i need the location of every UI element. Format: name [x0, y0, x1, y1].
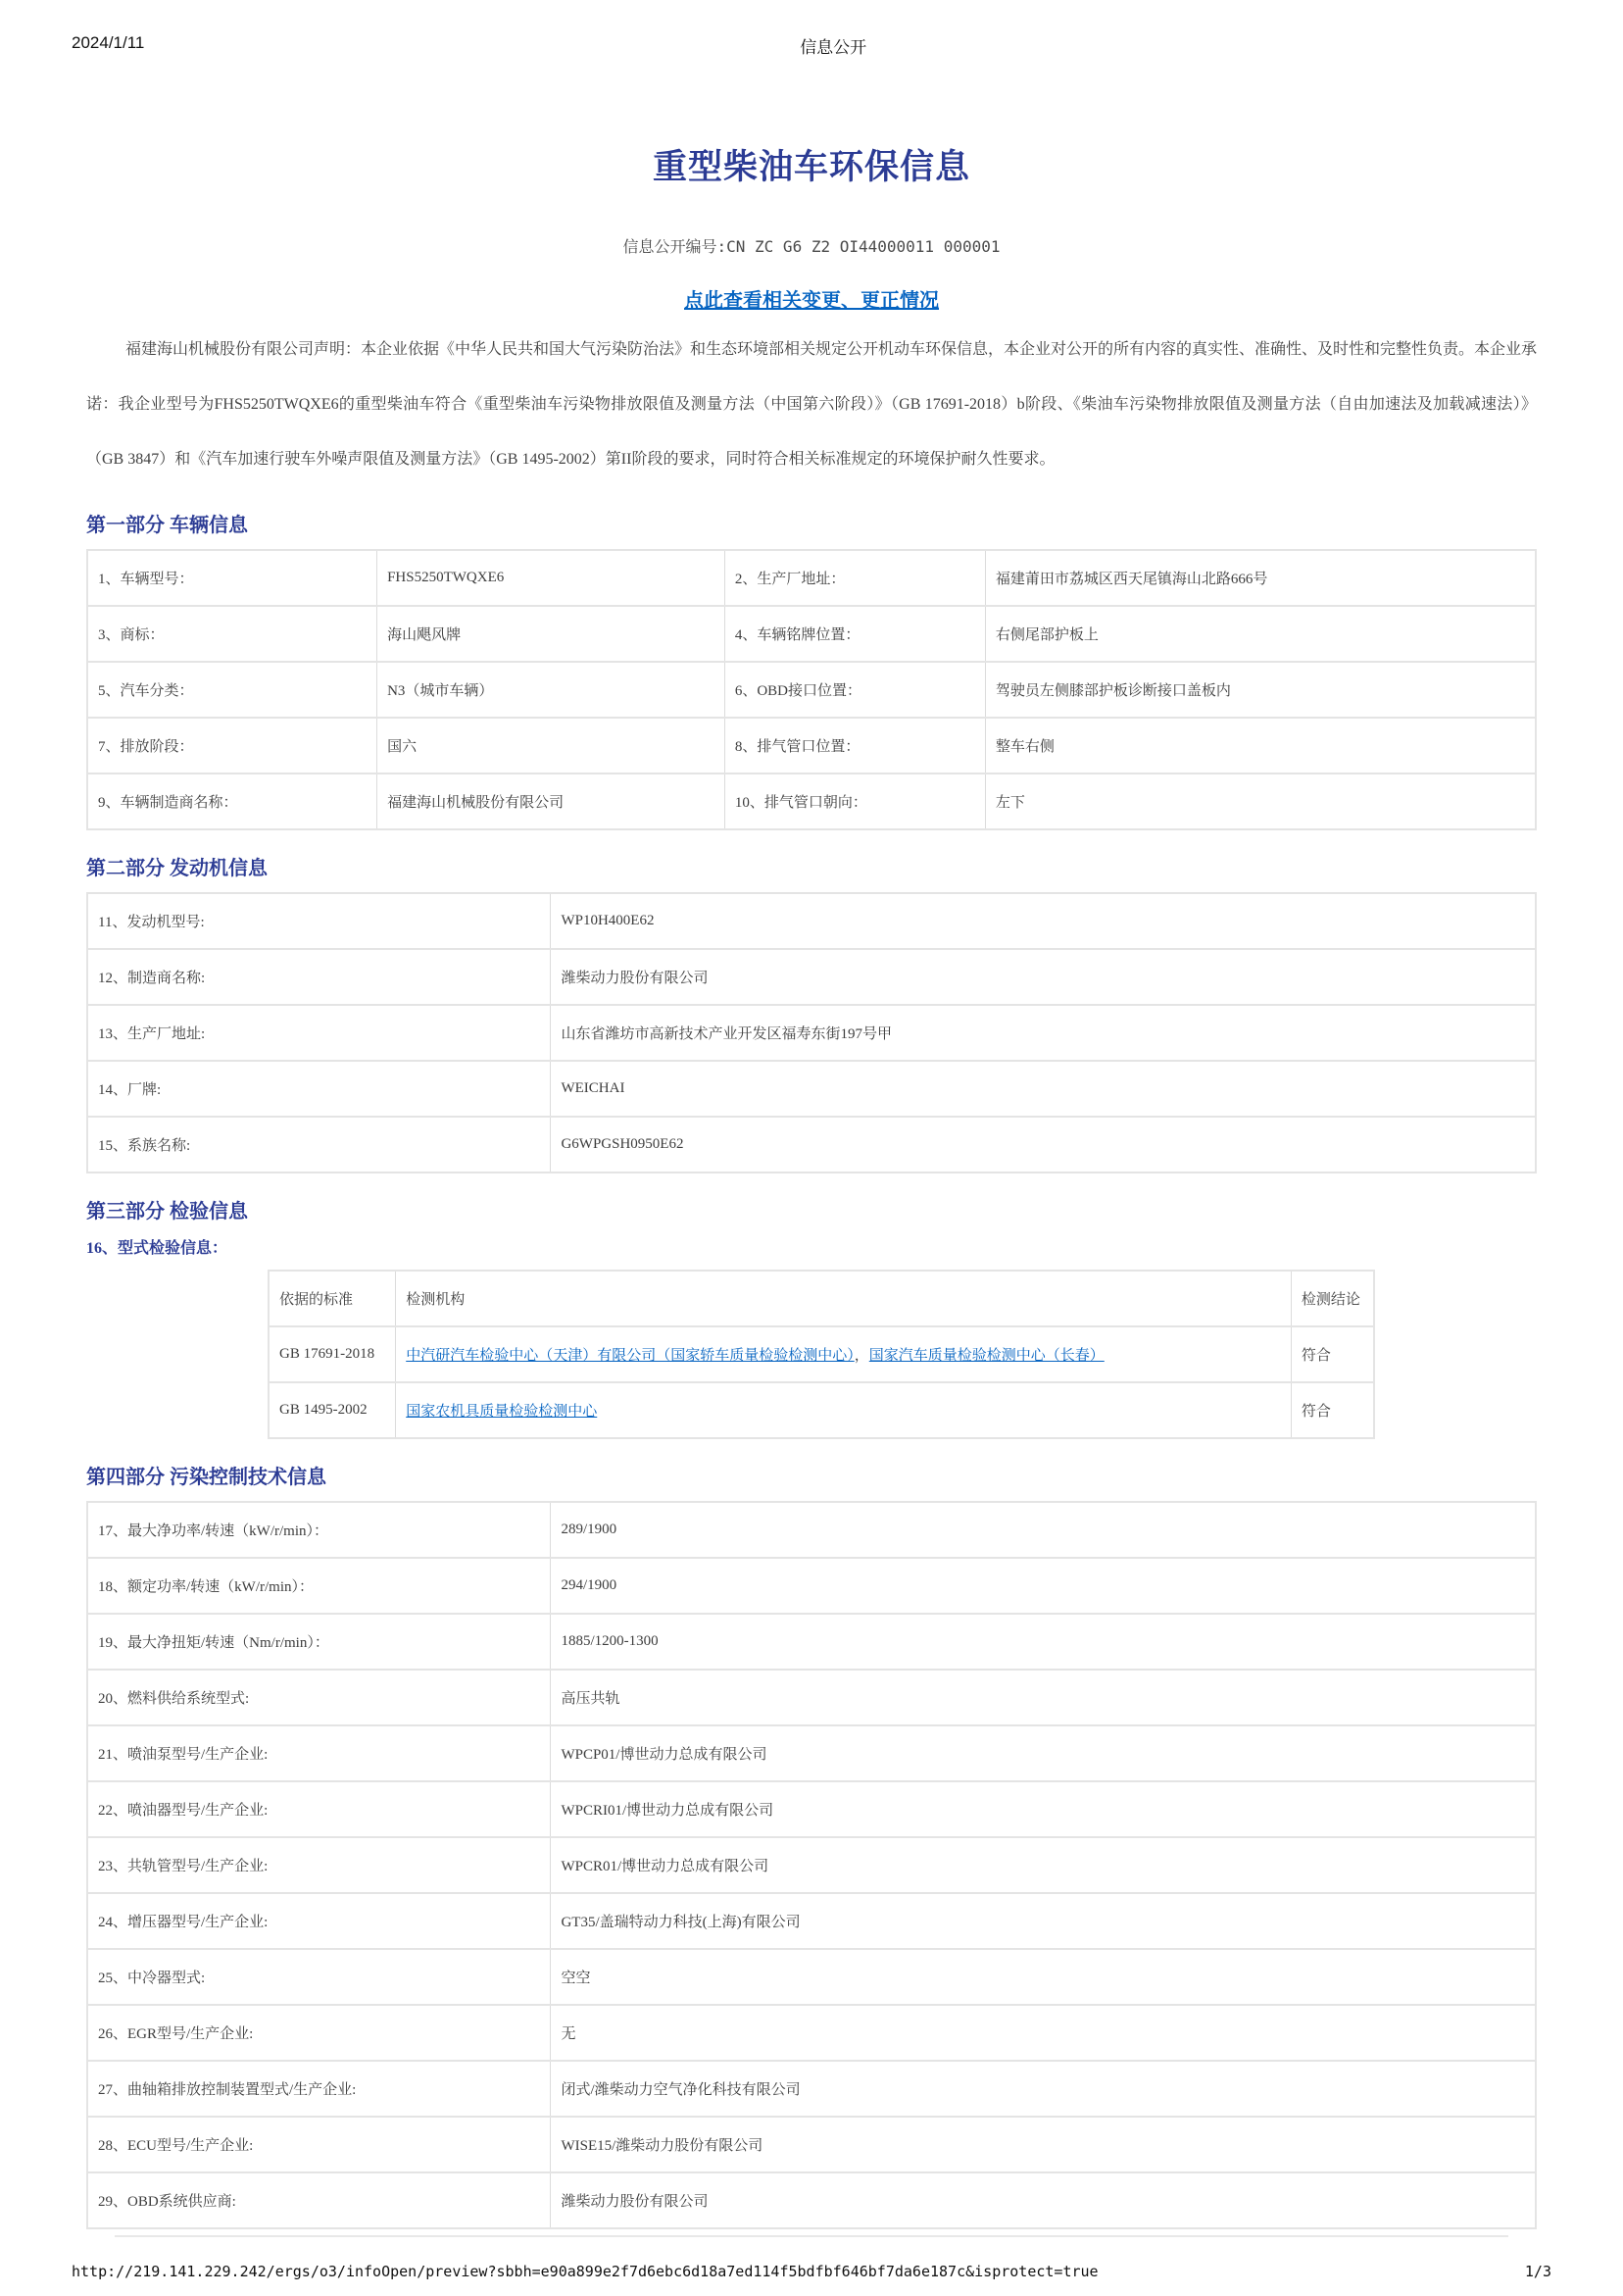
- column-header: 检测机构: [396, 1271, 1292, 1326]
- institution-link[interactable]: 国家农机具质量检验检测中心: [406, 1404, 598, 1420]
- table-row: [87, 1781, 1536, 1837]
- field-value: 福建莆田市荔城区西天尾镇海山北路666号: [985, 550, 1536, 606]
- print-header-title: 信息公开: [800, 38, 867, 57]
- standard-cell: GB 17691-2018: [269, 1326, 396, 1382]
- column-header: 检测结论: [1291, 1271, 1374, 1326]
- field-value: 驾驶员左侧膝部护板诊断接口盖板内: [985, 662, 1536, 718]
- field-label: 8、排气管口位置：: [724, 718, 985, 774]
- field-value: G6WPGSH0950E62: [551, 1117, 1536, 1173]
- engine-info-table: [86, 892, 1537, 1173]
- document-body: [86, 140, 1537, 2229]
- field-label: 20、燃料供给系统型式:: [87, 1670, 551, 1725]
- field-value: WP10H400E62: [551, 893, 1536, 949]
- table-row: [269, 1382, 1374, 1438]
- field-label: 28、ECU型号/生产企业:: [87, 2117, 551, 2172]
- institution-link[interactable]: 国家汽车质量检验检测中心（长春）: [868, 1348, 1105, 1364]
- field-value: 国六: [377, 718, 725, 774]
- field-value: WPCR01/博世动力总成有限公司: [551, 1837, 1536, 1893]
- field-label: 15、系族名称:: [87, 1117, 551, 1173]
- field-label: 2、生产厂地址：: [724, 550, 985, 606]
- field-value: FHS5250TWQXE6: [377, 550, 725, 606]
- field-label: 11、发动机型号:: [87, 893, 551, 949]
- field-label: 5、汽车分类：: [87, 662, 377, 718]
- table-row: [87, 949, 1536, 1005]
- field-label: 17、最大净功率/转速（kW/r/min）：: [87, 1502, 551, 1558]
- change-link[interactable]: 点此查看相关变更、更正情况: [684, 290, 939, 312]
- table-row: [87, 1893, 1536, 1949]
- declaration-paragraph: 福建海山机械股份有限公司声明：本企业依据《中华人民共和国大气污染防治法》和生态环境部相关规定公开机动车环保信息，本企业对公开的所有内容的真实性、准确性、及时性和完整性负责。本企业承诺：我企业型号为FHS5250TWQXE6的重型柴油车符合《重型柴油车污染物排放限值及测量方法（中国第六阶段）》（GB 17691-2018）b阶段、《柴油车污染物排放限值及测量方法（自由加速法及加载减速法）》（GB 3847）和《汽车加速行驶车外噪声限值及测量方法》（GB 1495-2002）第II阶段的要求，同时符合相关标准规定的环境保护耐久性要求。: [86, 341, 1538, 468]
- field-label: 26、EGR型号/生产企业:: [87, 2005, 551, 2061]
- field-label: 4、车辆铭牌位置：: [724, 606, 985, 662]
- field-label: 3、商标：: [87, 606, 377, 662]
- field-value: 整车右侧: [985, 718, 1536, 774]
- field-value: 无: [551, 2005, 1536, 2061]
- field-value: 潍柴动力股份有限公司: [551, 949, 1536, 1005]
- vehicle-info-table: [86, 549, 1537, 830]
- table-row: [87, 2061, 1536, 2117]
- inspection-header-row: [269, 1271, 1374, 1326]
- field-label: 1、车辆型号：: [87, 550, 377, 606]
- field-label: 19、最大净扭矩/转速（Nm/r/min）：: [87, 1614, 551, 1670]
- field-label: 12、制造商名称:: [87, 949, 551, 1005]
- print-header: [0, 0, 1623, 58]
- table-row: [87, 1061, 1536, 1117]
- field-label: 18、额定功率/转速（kW/r/min）：: [87, 1558, 551, 1614]
- field-label: 14、厂牌:: [87, 1061, 551, 1117]
- field-value: 左下: [985, 774, 1536, 829]
- result-cell: 符合: [1291, 1382, 1374, 1438]
- field-value: 289/1900: [551, 1502, 1536, 1558]
- section3-heading: 第三部分 检验信息: [86, 1201, 248, 1223]
- field-label: 6、OBD接口位置：: [724, 662, 985, 718]
- table-row: [87, 774, 1536, 829]
- change-link-line: [86, 284, 1537, 313]
- page-title: 重型柴油车环保信息: [652, 148, 970, 186]
- field-value: 福建海山机械股份有限公司: [377, 774, 725, 829]
- field-label: 27、曲轴箱排放控制装置型式/生产企业:: [87, 2061, 551, 2117]
- standard-cell: GB 1495-2002: [269, 1382, 396, 1438]
- field-value: N3（城市车辆）: [377, 662, 725, 718]
- table-row: [87, 718, 1536, 774]
- table-row: [269, 1326, 1374, 1382]
- field-value: 1885/1200-1300: [551, 1614, 1536, 1670]
- field-label: 7、排放阶段：: [87, 718, 377, 774]
- field-label: 24、增压器型号/生产企业:: [87, 1893, 551, 1949]
- section1-heading: 第一部分 车辆信息: [86, 515, 248, 536]
- table-row: [87, 1558, 1536, 1614]
- table-row: [87, 2172, 1536, 2228]
- field-label: 21、喷油泵型号/生产企业:: [87, 1725, 551, 1781]
- table-row: [87, 662, 1536, 718]
- footer-url: http://219.141.229.242/ergs/o3/infoOpen/preview?sbbh=e90a899e2f7d6ebc6d18a7ed114f5bdfbf646bf7da6e187c&isprotect=true: [72, 2263, 1099, 2280]
- field-value: 山东省潍坊市高新技术产业开发区福寿东街197号甲: [551, 1005, 1536, 1061]
- table-row: [87, 606, 1536, 662]
- doc-number: 信息公开编号:CN ZC G6 Z2 OI44000011 000001: [622, 237, 1001, 256]
- field-value: 潍柴动力股份有限公司: [551, 2172, 1536, 2228]
- field-label: 22、喷油器型号/生产企业:: [87, 1781, 551, 1837]
- field-value: 高压共轨: [551, 1670, 1536, 1725]
- field-label: 23、共轨管型号/生产企业:: [87, 1837, 551, 1893]
- table-row: [87, 1670, 1536, 1725]
- inspection-table: [268, 1270, 1375, 1439]
- field-label: 29、OBD系统供应商:: [87, 2172, 551, 2228]
- field-value: WPCRI01/博世动力总成有限公司: [551, 1781, 1536, 1837]
- field-value: 右侧尾部护板上: [985, 606, 1536, 662]
- page-indicator: 1/3: [1524, 2263, 1551, 2280]
- field-value: 闭式/潍柴动力空气净化科技有限公司: [551, 2061, 1536, 2117]
- table-row: [87, 1725, 1536, 1781]
- field-value: WEICHAI: [551, 1061, 1536, 1117]
- section2-heading: 第二部分 发动机信息: [86, 858, 268, 879]
- table-row: [87, 1117, 1536, 1173]
- institution-link[interactable]: 中汽研汽车检验中心（天津）有限公司（国家轿车质量检验检测中心）: [406, 1348, 855, 1364]
- field-label: 10、排气管口朝向：: [724, 774, 985, 829]
- print-footer: [0, 2235, 1623, 2280]
- table-row: [87, 1005, 1536, 1061]
- field-label: 9、车辆制造商名称：: [87, 774, 377, 829]
- table-row: [87, 2005, 1536, 2061]
- pollution-control-table: [86, 1501, 1537, 2229]
- field-value: WISE15/潍柴动力股份有限公司: [551, 2117, 1536, 2172]
- field-value: 空空: [551, 1949, 1536, 2005]
- field-value: GT35/盖瑞特动力科技(上海)有限公司: [551, 1893, 1536, 1949]
- print-date: 2024/1/11: [72, 33, 145, 52]
- table-row: [87, 1949, 1536, 2005]
- institution-separator: ，: [854, 1348, 869, 1364]
- table-row: [87, 893, 1536, 949]
- field-value: WPCP01/博世动力总成有限公司: [551, 1725, 1536, 1781]
- result-cell: 符合: [1291, 1326, 1374, 1382]
- field-label: 13、生产厂地址:: [87, 1005, 551, 1061]
- field-value: 294/1900: [551, 1558, 1536, 1614]
- table-row: [87, 550, 1536, 606]
- institution-cell: [396, 1326, 1292, 1382]
- type-inspection-label: 16、型式检验信息：: [86, 1240, 228, 1257]
- table-row: [87, 1837, 1536, 1893]
- column-header: 依据的标准: [269, 1271, 396, 1326]
- section4-heading: 第四部分 污染控制技术信息: [86, 1467, 326, 1488]
- table-row: [87, 1502, 1536, 1558]
- field-value: 海山飓风牌: [377, 606, 725, 662]
- table-row: [87, 1614, 1536, 1670]
- table-row: [87, 2117, 1536, 2172]
- footer-divider: [115, 2235, 1508, 2237]
- institution-cell: [396, 1382, 1292, 1438]
- field-label: 25、中冷器型式:: [87, 1949, 551, 2005]
